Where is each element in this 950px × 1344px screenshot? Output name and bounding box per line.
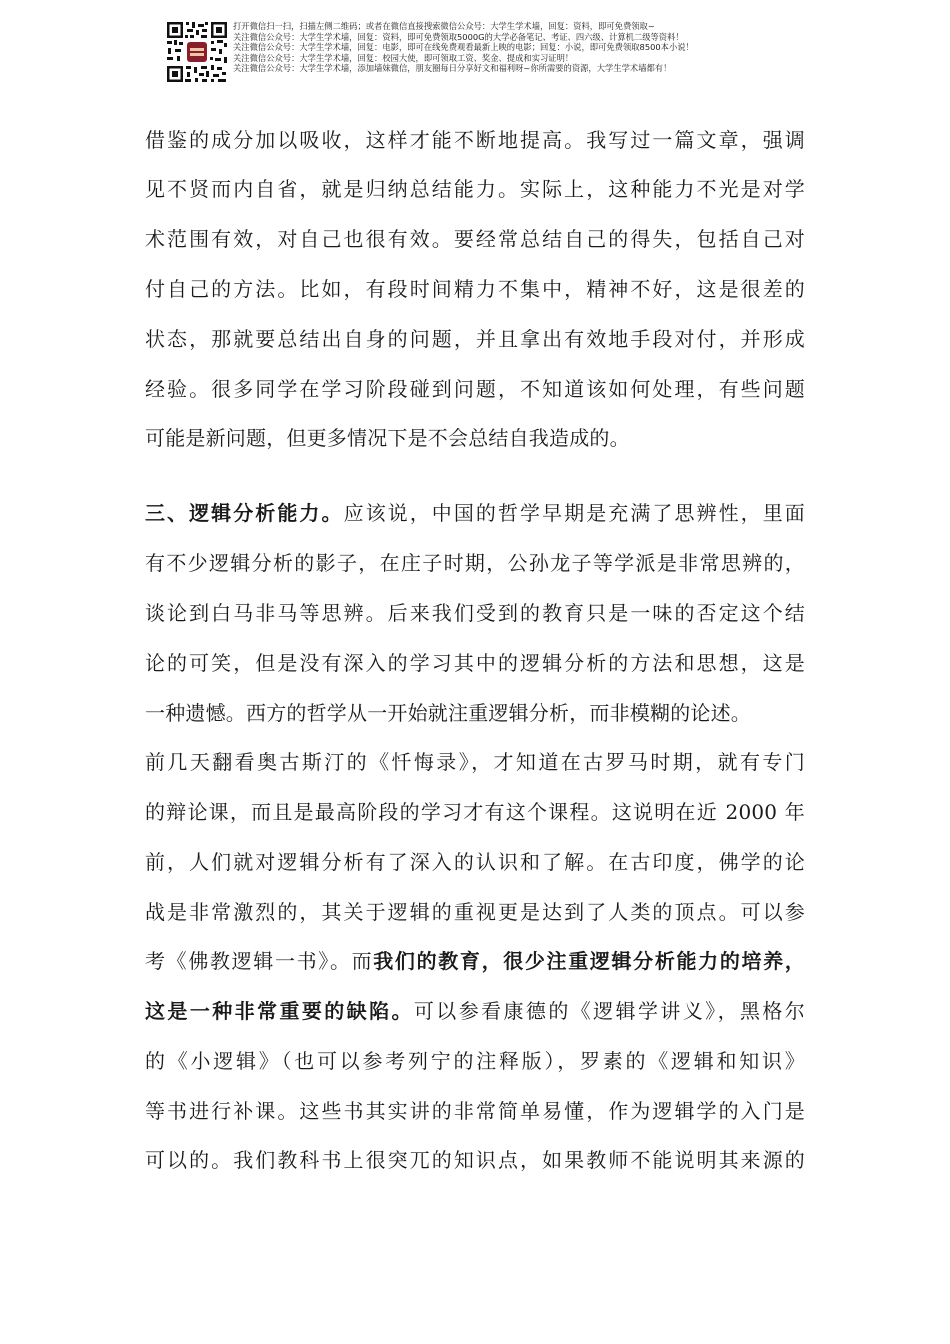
paragraph-line: 前几天翻看奥古斯汀的《忏悔录》，才知道在古罗马时期，就有专门 bbox=[145, 750, 805, 774]
paragraph-line: 经验。很多同学在学习阶段碰到问题，不知道该如何处理，有些问题 bbox=[145, 377, 805, 401]
paragraph-line: 战是非常激烈的，其关于逻辑的重视更是达到了人类的顶点。可以参 bbox=[145, 900, 805, 924]
paragraph-line: 可以的。我们教科书上很突兀的知识点，如果教师不能说明其来源的 bbox=[145, 1148, 805, 1172]
paragraph-line: 的《小逻辑》（也可以参考列宁的注释版），罗素的《逻辑和知识》 bbox=[145, 1049, 805, 1073]
qr-code-icon[interactable] bbox=[165, 20, 229, 84]
section-heading: 三、逻辑分析能力。 bbox=[145, 501, 344, 525]
paragraph-line: 术范围有效，对自己也很有效。要经常总结自己的得失，包括自己对 bbox=[145, 227, 805, 251]
paragraph-line: 的辩论课，而且是最高阶段的学习才有这个课程。这说明在近 2000 年 bbox=[145, 800, 805, 824]
paragraph-line bbox=[145, 946, 805, 976]
paragraph-line: 借鉴的成分加以吸收，这样才能不断地提高。我写过一篇文章，强调 bbox=[145, 128, 805, 152]
promo-line: 关注微信公众号：大学生学术墙，回复：校园大使，即可领取工资、奖金、提成和实习证明！ bbox=[233, 52, 574, 63]
paragraph-text: 考《佛教逻辑一书》。而 bbox=[145, 949, 374, 973]
paragraph-line bbox=[145, 498, 805, 528]
paragraph-line: 一种遗憾。西方的哲学从一开始就注重逻辑分析，而非模糊的论述。 bbox=[145, 701, 751, 725]
paragraph-line: 等书进行补课。这些书其实讲的非常简单易懂，作为逻辑学的入门是 bbox=[145, 1099, 805, 1123]
paragraph-line: 付自己的方法。比如，有段时间精力不集中，精神不好，这是很差的 bbox=[145, 277, 805, 301]
paragraph-text: 应该说，中国的哲学早期是充满了思辨性，里面 bbox=[343, 501, 805, 525]
paragraph-line: 见不贤而内自省，就是归纳总结能力。实际上，这种能力不光是对学 bbox=[145, 177, 805, 201]
promo-line: 打开微信扫一扫，扫描左侧二维码；或者在微信直接搜索微信公众号：大学生学术墙，回复：资料，即可免费领取~ bbox=[233, 21, 655, 31]
paragraph-line: 论的可笑，但是没有深入的学习其中的逻辑分析的方法和思想，这是 bbox=[145, 651, 805, 675]
paragraph-line: 有不少逻辑分析的影子，在庄子时期，公孙龙子等学派是非常思辨的， bbox=[145, 551, 805, 575]
paragraph-line bbox=[145, 996, 805, 1026]
paragraph-line: 谈论到白马非马等思辨。后来我们受到的教育只是一味的否定这个结 bbox=[145, 601, 805, 625]
emphasis-text: 这是一种非常重要的缺陷。 bbox=[145, 999, 414, 1023]
promo-text-block bbox=[233, 21, 813, 74]
emphasis-text: 我们的教育，很少注重逻辑分析能力的培养， bbox=[373, 949, 806, 973]
promo-line: 关注微信公众号：大学生学术墙，添加墙妹微信，朋友圈每日分享好文和福利呀~你所需要的资源，大学生学术墙都有！ bbox=[233, 63, 672, 74]
promo-line: 关注微信公众号：大学生学术墙，回复：资料，即可免费领取5000G的大学必备笔记、考证、四六级、计算机二级等资料！ bbox=[233, 31, 684, 42]
promo-line: 关注微信公众号：大学生学术墙，回复：电影，即可在线免费观看最新上映的电影；回复：小说，即可免费领取8500本小说！ bbox=[233, 42, 694, 53]
paragraph-text: 可以参看康德的《逻辑学讲义》，黑格尔 bbox=[413, 999, 805, 1023]
paragraph-line: 可能是新问题，但更多情况下是不会总结自我造成的。 bbox=[145, 426, 630, 450]
promo-header bbox=[165, 20, 805, 86]
paragraph-line: 前，人们就对逻辑分析有了深入的认识和了解。在古印度，佛学的论 bbox=[145, 850, 805, 874]
paragraph-line: 状态，那就要总结出自身的问题，并且拿出有效地手段对付，并形成 bbox=[145, 327, 805, 351]
